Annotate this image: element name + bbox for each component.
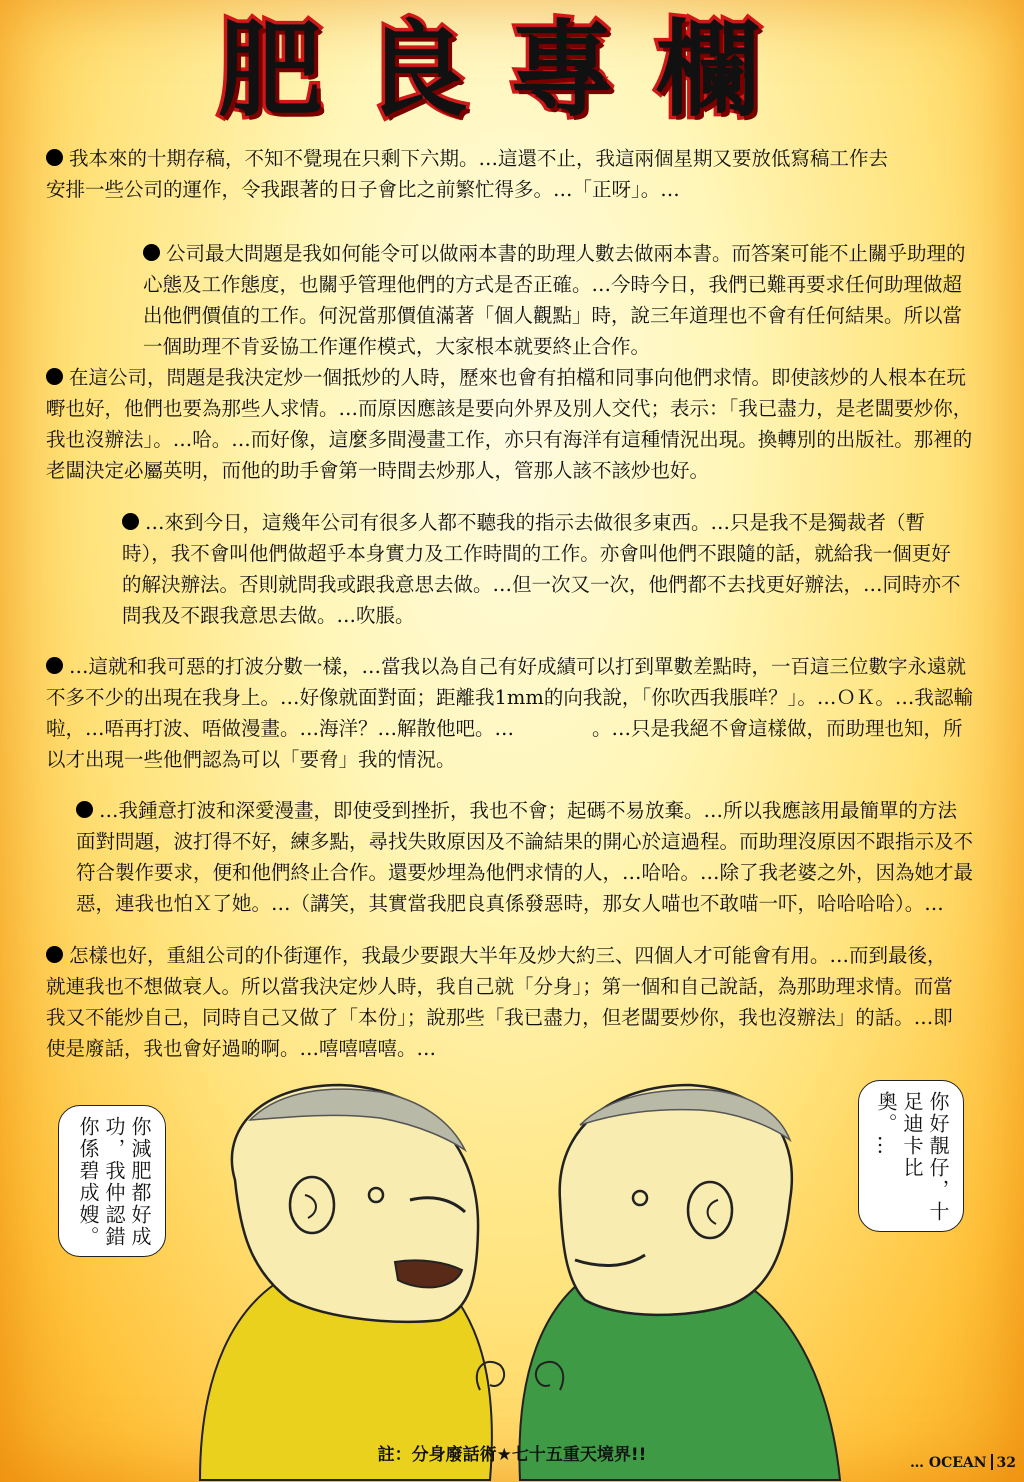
footer-separator bbox=[991, 1454, 993, 1470]
footnote: 註：分身廢話術★七十五重天境界!! bbox=[377, 1445, 647, 1465]
left-man-ear bbox=[290, 1177, 334, 1233]
page-title: 肥良專欄 bbox=[217, 9, 802, 131]
paragraph-6: …我鍾意打波和深愛漫畫，即使受到挫折，我也不會；起碼不易放棄。…所以我應該用最簡單的方法面對問題，波打得不好，練多點，尋找失敗原因及不論結果的開心於這過程。而助理沒原因不跟指示及不符合製作要求，便和他們終止合作。還要炒埋為他們求情的人，…哈哈。…除了我老婆之外，因為她才最惡，連我也怕Ｘ了她。…（講笑，其實當我肥良真係發惡時，那女人喵也不敢喵一吓，哈哈哈哈）。… bbox=[76, 799, 974, 915]
paragraph-7: 怎樣也好，重組公司的仆街運作，我最少要跟大半年及炒大約三、四個人才可能會有用。…而到最後，就連我也不想做衰人。所以當我決定炒人時，我自己就「分身」；第一個和自己說話，為那助理求情。而當我又不能炒自己，同時自己又做了「本份」；說那些「我已盡力，但老闆要炒你，我也沒辦法」的話。…即使是廢話，我也會好過啲啊。…嘻嘻嘻嘻。… bbox=[46, 944, 953, 1060]
left-bubble-text: 你減肥都好成功，我仲認錯你係碧成嫂。 bbox=[76, 1116, 152, 1248]
page-footer bbox=[910, 1454, 1016, 1471]
paragraph-5: …這就和我可惡的打波分數一樣，…當我以為自己有好成績可以打到單數差點時，一百這三位數字永遠就不多不少的出現在我身上。…好像就面對面；距離我1mm的向我說，「你吹西我脹咩？」。…ＯＫ。…我認輸啦，…唔再打波、唔做漫畫。…海洋？…解散他吧。… 。…只是我絕不會這樣做，而助理也知，所以才出現一些他們認為可以「要脅」我的情況。 bbox=[46, 655, 973, 771]
paragraph-2: 公司最大問題是我如何能令可以做兩本書的助理人數去做兩本書。而答案可能不止關乎助理的心態及工作態度，也關乎管理他們的方式是否正確。…今時今日，我們已難再要求任何助理做超出他們價值的工作。何況當那價值滿著「個人觀點」時，說三年道理也不會有任何結果。所以當一個助理不肯妥協工作運作模式，大家根本就要終止合作。 bbox=[143, 242, 966, 358]
paragraph-4: …來到今日，這幾年公司有很多人都不聽我的指示去做很多東西。…只是我不是獨裁者（暫時），我不會叫他們做超乎本身實力及工作時間的工作。亦會叫他們不跟隨的話，就給我一個更好的解決辦法。否則就問我或跟我意思去做。…但一次又一次，他們都不去找更好辦法，…同時亦不問我及不跟我意思去做。…吹脹。 bbox=[122, 511, 961, 627]
page-number: 32 bbox=[996, 1455, 1017, 1471]
right-bubble-text: 你好靚仔，十足迪卡比奧。… bbox=[874, 1091, 950, 1223]
footer-brand: OCEAN bbox=[928, 1455, 987, 1471]
paragraph-1: 我本來的十期存稿，不知不覺現在只剩下六期。…這還不止，我這兩個星期又要放低寫稿工作去安排一些公司的運作，令我跟著的日子會比之前繁忙得多。…「正呀」。… bbox=[46, 147, 889, 201]
footer-dots: … bbox=[910, 1455, 924, 1471]
left-speech-bubble bbox=[58, 1105, 166, 1257]
paragraph-3: 在這公司，問題是我決定炒一個抵炒的人時，歷來也會有拍檔和同事向他們求情。即使該炒的人根本在玩嘢也好，他們也要為那些人求情。…而原因應該是要向外界及別人交代；表示：「我已盡力，是老闆要炒你，我也沒辦法」。…哈。…而好像，這麼多間漫畫工作，亦只有海洋有這種情況出現。換轉別的出版社。那裡的老闆決定必屬英明，而他的助手會第一時間去炒那人，管那人該不該炒也好。 bbox=[46, 366, 973, 482]
right-man-ear bbox=[688, 1182, 732, 1238]
right-speech-bubble bbox=[858, 1080, 964, 1232]
